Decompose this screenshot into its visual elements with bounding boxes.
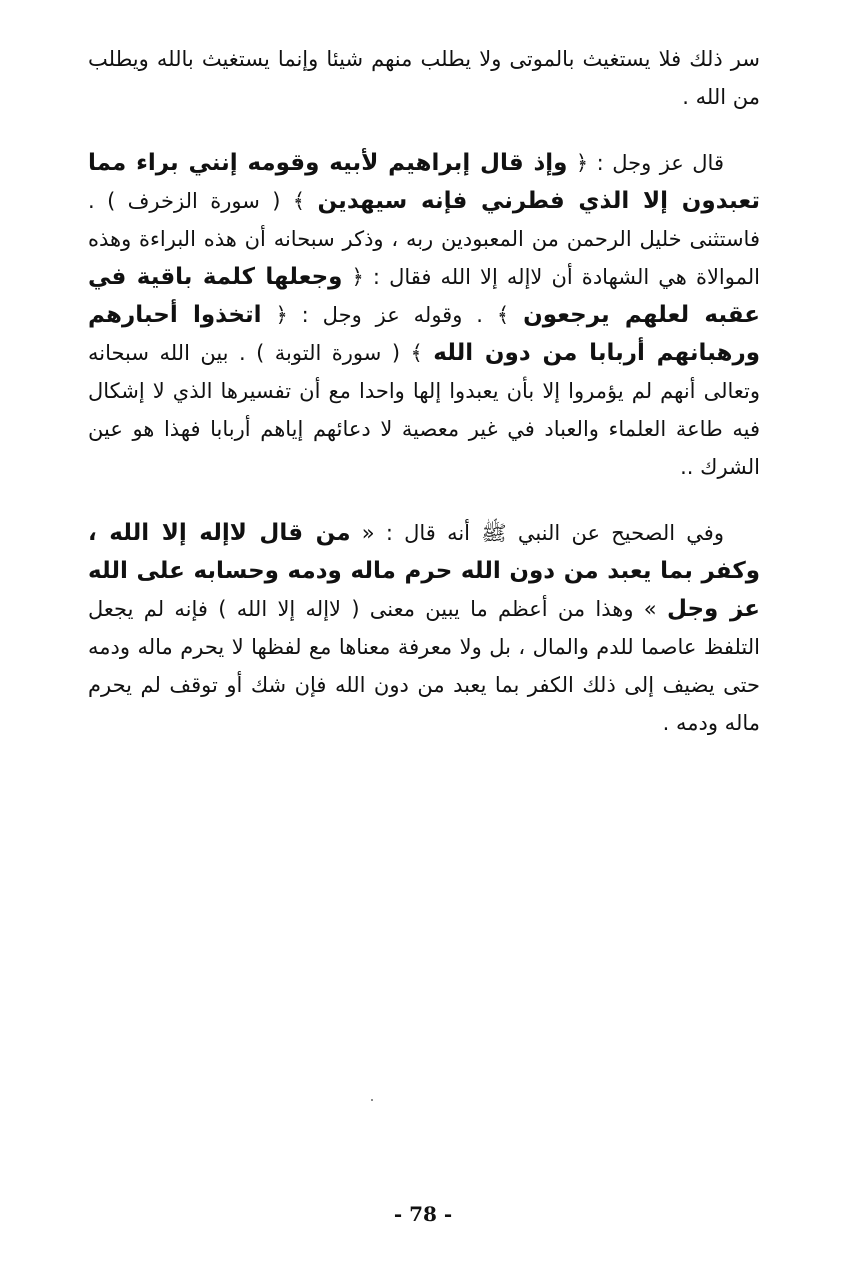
body-text: ﴾ ( سورة الزخرف ) . فاستثنى خليل الرحمن من المعبودين ربه ، وذكر سبحانه أن هذه البراءة وهذه الموالاة هي الشهادة أن لاإله إلا الله فقال : ﴿: [88, 189, 760, 289]
body-text: » وهذا من أعظم ما يبين معنى ( لاإله إلا الله ) فإنه لم يجعل التلفظ عاصما للدم والمال ، بل ولا معرفة معناها مع لفظها لا يحرم ماله ودمه حتى يضيف إلى ذلك الكفر بما يعبد من دون الله فإن شك أو توقف لم يحرم ماله ودمه .: [88, 597, 760, 735]
stray-dot: [371, 1099, 373, 1101]
quoted-text-bold: من قال لاإله إلا الله ، وكفر بما يعبد من دون الله حرم ماله ودمه وحسابه على الله عز وجل: [88, 520, 760, 622]
quoted-text-bold: اتخذوا أحبارهم ورهبانهم أربابا من دون الله: [88, 302, 761, 366]
paragraph-1: [88, 40, 760, 116]
body-text: سر ذلك فلا يستغيث بالموتى ولا يطلب منهم شيئا وإنما يستغيث بالله ويطلب من الله .: [88, 47, 760, 109]
paragraph-2: [88, 144, 760, 486]
quoted-text-bold: وجعلها كلمة باقية في عقبه لعلهم يرجعون: [88, 264, 761, 328]
page-body: [88, 40, 760, 770]
page-number: - 78 -: [393, 1202, 453, 1226]
quoted-text-bold: وإذ قال إبراهيم لأبيه وقومه إنني براء مما تعبدون إلا الذي فطرني فإنه سيهدين: [88, 150, 760, 214]
body-text: ﴾ . وقوله عز وجل : ﴿: [261, 303, 524, 327]
body-text: قال عز وجل : ﴿: [567, 151, 724, 175]
body-text: وفي الصحيح عن النبي ﷺ أنه قال : «: [350, 521, 724, 545]
paragraph-3: [88, 514, 760, 742]
body-text: ﴾ ( سورة التوبة ) . بين الله سبحانه وتعالى أنهم لم يؤمروا إلا بأن يعبدوا إلها واحدا مع أن تفسيرها الذي لا إشكال فيه طاعة العلماء والعباد في غير معصية لا دعائهم إياهم أربابا فهذا هو عين الشرك ..: [88, 341, 760, 479]
